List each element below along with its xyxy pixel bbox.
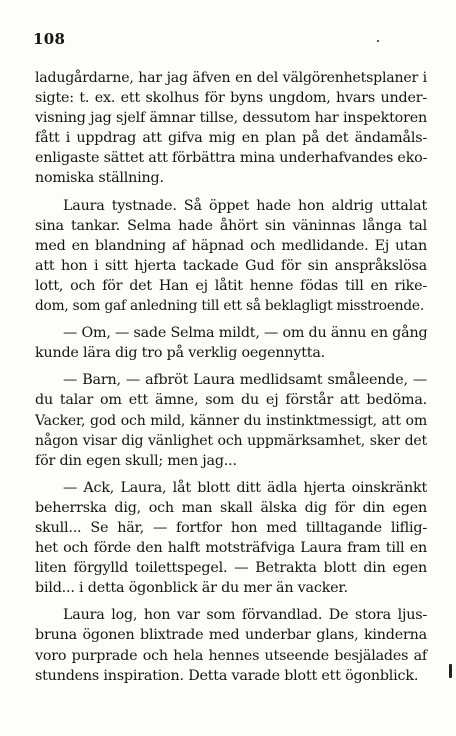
text-line: lott, och för det Han ej låtit henne födas till en rike-	[35, 277, 427, 294]
paragraph-gap	[35, 189, 427, 196]
text-line: beherrska dig, och man skall älska dig för din egen	[35, 499, 427, 516]
text-line: dom, som gaf anledning till ett så beklagligt misstroende.	[35, 298, 424, 315]
page-number: 108	[33, 30, 66, 48]
paragraph	[35, 323, 427, 363]
text-line: fått i uppdrag att gifva mig en plan på det ändamåls-	[35, 130, 427, 147]
text-line: voro purprade och hela hennes utseende besjälades af	[35, 647, 427, 664]
text-line: bild... i detta ögonblick är du mer än vacker.	[35, 580, 348, 597]
paragraph	[35, 478, 427, 599]
text-line: Laura tystnade. Så öppet hade hon aldrig uttalat	[63, 197, 427, 214]
text-line: enligaste sättet att förbättra mina underhafvandes eko-	[35, 150, 428, 167]
text-line: för din egen skull; men jag...	[35, 452, 237, 469]
text-line: skull... Se här, — fortfor hon med tilltagande liflig-	[35, 519, 427, 536]
text-line: med en blandning af häpnad och medlidande. Ej utan	[35, 237, 427, 254]
text-line: ladugårdarne, har jag äfven en del välgörenhetsplaner i	[35, 70, 427, 86]
text-line: kunde lära dig tro på verklig oegennytta.	[35, 345, 326, 362]
text-line: nomiska ställning.	[35, 170, 164, 187]
paragraph-gap	[35, 363, 427, 370]
paragraph	[35, 605, 427, 685]
paragraph-gap	[35, 471, 427, 478]
paragraph-gap	[35, 598, 427, 605]
text-line: — Om, — sade Selma mildt, — om du ännu en gång	[63, 325, 428, 342]
text-line: visning jag sjelf ämnar tillse, dessutom har inspektoren	[35, 110, 427, 127]
paragraph-gap	[35, 316, 427, 323]
text-line: het och förde den halft motsträfviga Laura fram till en	[35, 540, 427, 557]
paragraph	[35, 68, 427, 189]
body-text	[35, 68, 427, 686]
print-speck	[377, 40, 379, 42]
text-line: Vacker, god och mild, känner du instinktmessigt, att om	[35, 412, 427, 429]
text-line: sigte: t. ex. ett skolhus för byns ungdom, hvars under-	[35, 90, 427, 107]
print-mark	[449, 664, 452, 678]
text-line: du talar om ett ämne, som du ej förstår att bedöma.	[35, 392, 427, 409]
text-line: sina tankar. Selma hade åhört sin väninnas långa tal	[35, 217, 427, 234]
text-line: Laura log, hon var som förvandlad. De stora ljus-	[63, 607, 427, 624]
paragraph	[35, 370, 427, 470]
text-line: — Barn, — afbröt Laura medlidsamt småleende, —	[63, 372, 427, 389]
text-line: liten förgylld toilettspegel. — Betrakta blott din egen	[35, 560, 427, 577]
text-line: att hon i sitt hjerta tackade Gud för sin anspråkslösa	[35, 257, 427, 274]
text-line: stundens inspiration. Detta varade blott ett ögonblick.	[35, 667, 419, 684]
text-line: — Ack, Laura, låt blott ditt ädla hjerta oinskränkt	[63, 479, 427, 496]
paragraph	[35, 196, 427, 317]
text-line: någon visar dig vänlighet och uppmärksamhet, sker det	[35, 432, 427, 449]
text-line: bruna ögonen blixtrade med underbar glans, kinderna	[35, 627, 427, 644]
